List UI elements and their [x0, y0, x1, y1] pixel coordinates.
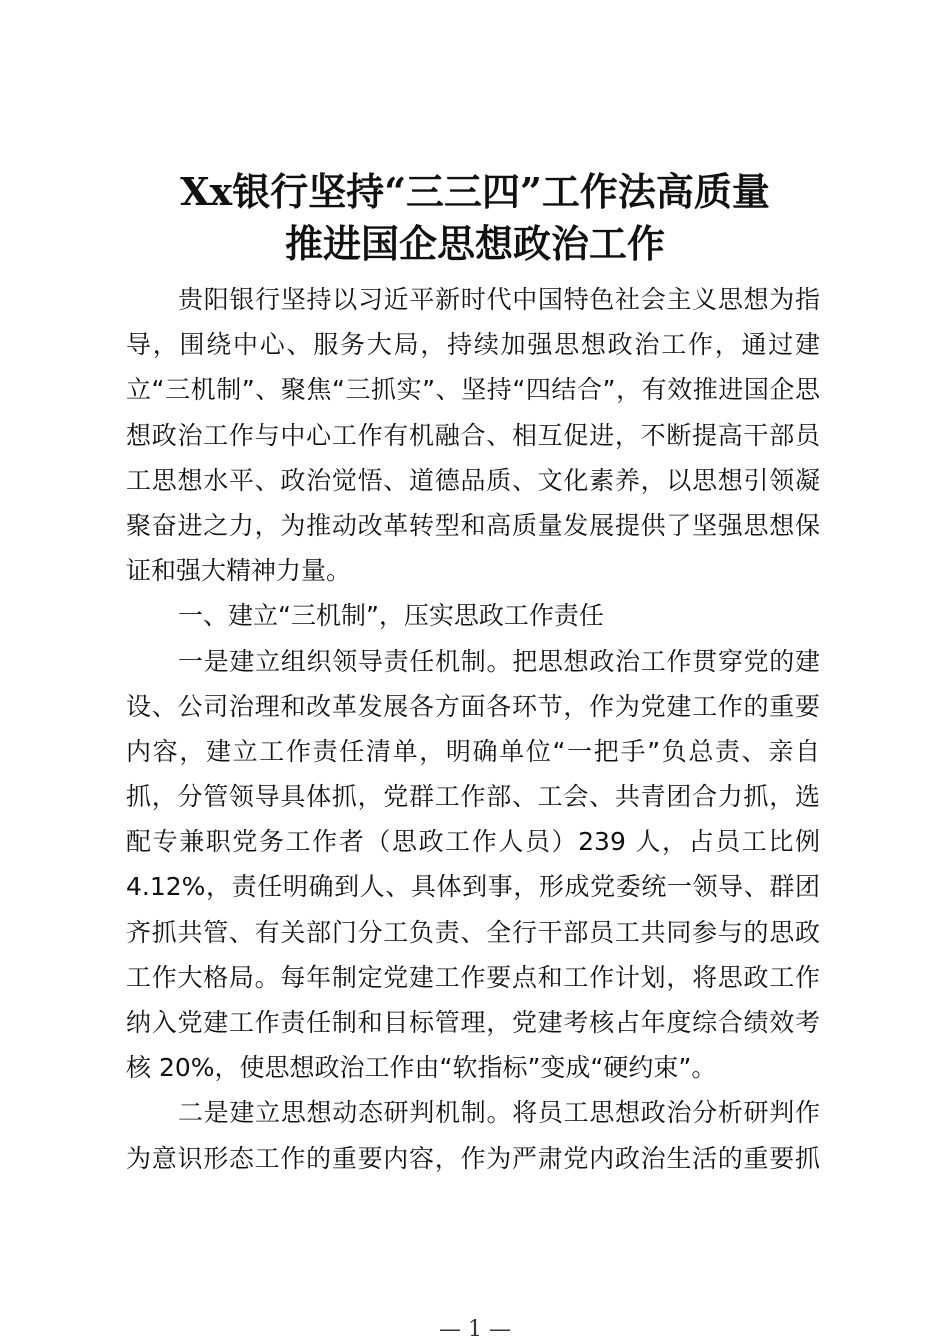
intro-paragraph [126, 277, 820, 593]
text-line: 一是建立组织领导责任机制。把思想政治工作贯穿党的建 [178, 646, 820, 676]
title-line-1: Xx银行坚持“三三四”工作法高质量 [180, 169, 770, 214]
text-line: 聚奋进之力，为推动改革转型和高质量发展提供了坚强思想保 [126, 510, 820, 540]
text-line: 核 20%，使思想政治工作由“软指标”变成“硬约束”。 [126, 1053, 717, 1083]
text-line: 配专兼职党务工作者（思政工作人员）239 人，占员工比例 [126, 827, 820, 857]
document-title [100, 166, 850, 270]
section-1-paragraph-2 [126, 1090, 820, 1180]
section-1-heading: 一、建立“三机制”，压实思政工作责任 [178, 601, 604, 631]
text-line: 内容，建立工作责任清单，明确单位“一把手”负总责、亲自 [126, 736, 820, 766]
text-line: 证和强大精神力量。 [126, 556, 352, 586]
text-line: 纳入党建工作责任制和目标管理，党建考核占年度综合绩效考 [126, 1008, 820, 1037]
text-line: 齐抓共管、有关部门分工负责、全行干部员工共同参与的思政 [126, 917, 820, 947]
text-line: 工思想水平、政治觉悟、道德品质、文化素养，以思想引领凝 [126, 465, 820, 495]
text-line: 4.12%，责任明确到人、具体到事，形成党委统一领导、群团 [126, 872, 820, 902]
text-line: 立“三机制”、聚焦“三抓实”、坚持“四结合”，有效推进国企思 [126, 375, 820, 405]
text-line: 设、公司治理和改革发展各方面各环节，作为党建工作的重要 [126, 691, 820, 721]
text-line: 导，围绕中心、服务大局，持续加强思想政治工作，通过建 [126, 330, 820, 360]
text-line: 二是建立思想动态研判机制。将员工思想政治分析研判作 [178, 1098, 820, 1128]
text-line: 工作大格局。每年制定党建工作要点和工作计划，将思政工作 [126, 962, 820, 992]
text-line: 想政治工作与中心工作有机融合、相互促进，不断提高干部员 [126, 420, 820, 450]
text-line: 贵阳银行坚持以习近平新时代中国特色社会主义思想为指 [178, 285, 820, 314]
title-line-2: 推进国企思想政治工作 [284, 221, 665, 266]
page-number: — 1 — [439, 1317, 511, 1342]
section-1-paragraph-1 [126, 639, 820, 1091]
text-line: 为意识形态工作的重要内容，作为严肃党内政治生活的重要抓 [126, 1143, 820, 1173]
document-body [126, 277, 820, 1181]
text-line: 抓，分管领导具体抓，党群工作部、工会、共青团合力抓，选 [126, 782, 820, 812]
